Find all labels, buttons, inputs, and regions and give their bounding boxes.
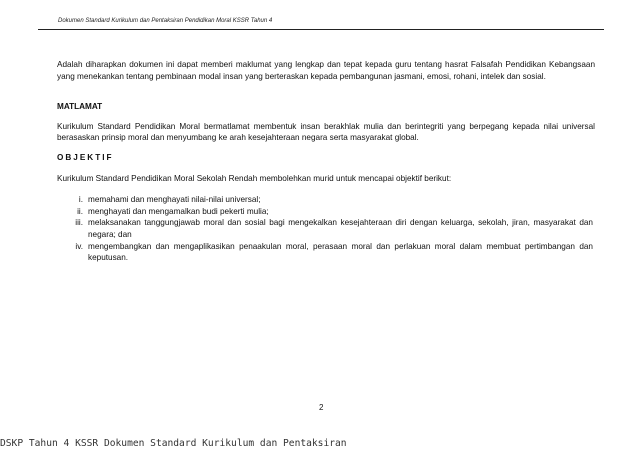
- list-item: [57, 217, 595, 240]
- list-item-number: i.: [78, 195, 83, 205]
- running-header: Dokumen Standard Kurikulum dan Pentaksiran Pendidikan Moral KSSR Tahun 4: [58, 18, 273, 24]
- list-item-number: iv.: [75, 241, 83, 251]
- objektif-intro: Kurikulum Standard Pendidikan Moral Sekolah Rendah membolehkan murid untuk mencapai objektif berikut:: [57, 173, 452, 183]
- document-caption: DSKP Tahun 4 KSSR Dokumen Standard Kurikulum dan Pentaksiran: [0, 438, 347, 449]
- list-item: [57, 241, 595, 264]
- list-item-number: iii.: [75, 218, 83, 228]
- matlamat-heading: MATLAMAT: [57, 102, 103, 112]
- intro-paragraph: Adalah diharapkan dokumen ini dapat memberi maklumat yang lengkap dan tepat kepada guru tentang hasrat Falsafah Pendidikan Kebangsaan yang menekankan tentang pembinaan modal insan yang berteraskan kepada pembangunan jasmani, emosi, rohani, intelek dan sosial.: [57, 60, 595, 81]
- list-item: [57, 194, 595, 206]
- page-number: 2: [319, 403, 324, 412]
- objektif-heading: OBJEKTIF: [57, 152, 114, 162]
- list-item-text: menghayati dan mengamalkan budi pekerti mulia;: [88, 206, 269, 216]
- page-content: [57, 59, 595, 264]
- matlamat-paragraph: Kurikulum Standard Pendidikan Moral bermatlamat membentuk insan berakhlak mulia dan berintegriti yang berpegang kepada nilai universal berasaskan prinsip moral dan menyumbang ke arah kesejahteraan negara serta masyarakat global.: [57, 121, 595, 143]
- header-rule: [38, 29, 604, 30]
- list-item-text: memahami dan menghayati nilai-nilai universal;: [88, 195, 261, 205]
- objectives-list: [57, 194, 595, 264]
- list-item-text: melaksanakan tanggungjawab moral dan sosial bagi mengekalkan kesejahteraan diri dengan keluarga, sekolah, jiran, masyarakat dan negara; dan: [88, 218, 593, 239]
- list-item: [57, 206, 595, 218]
- list-item-text: mengembangkan dan mengaplikasikan penaakulan moral, perasaan moral dan perlakuan moral dalam membuat pertimbangan dan keputusan.: [88, 241, 593, 263]
- list-item-number: ii.: [77, 206, 83, 216]
